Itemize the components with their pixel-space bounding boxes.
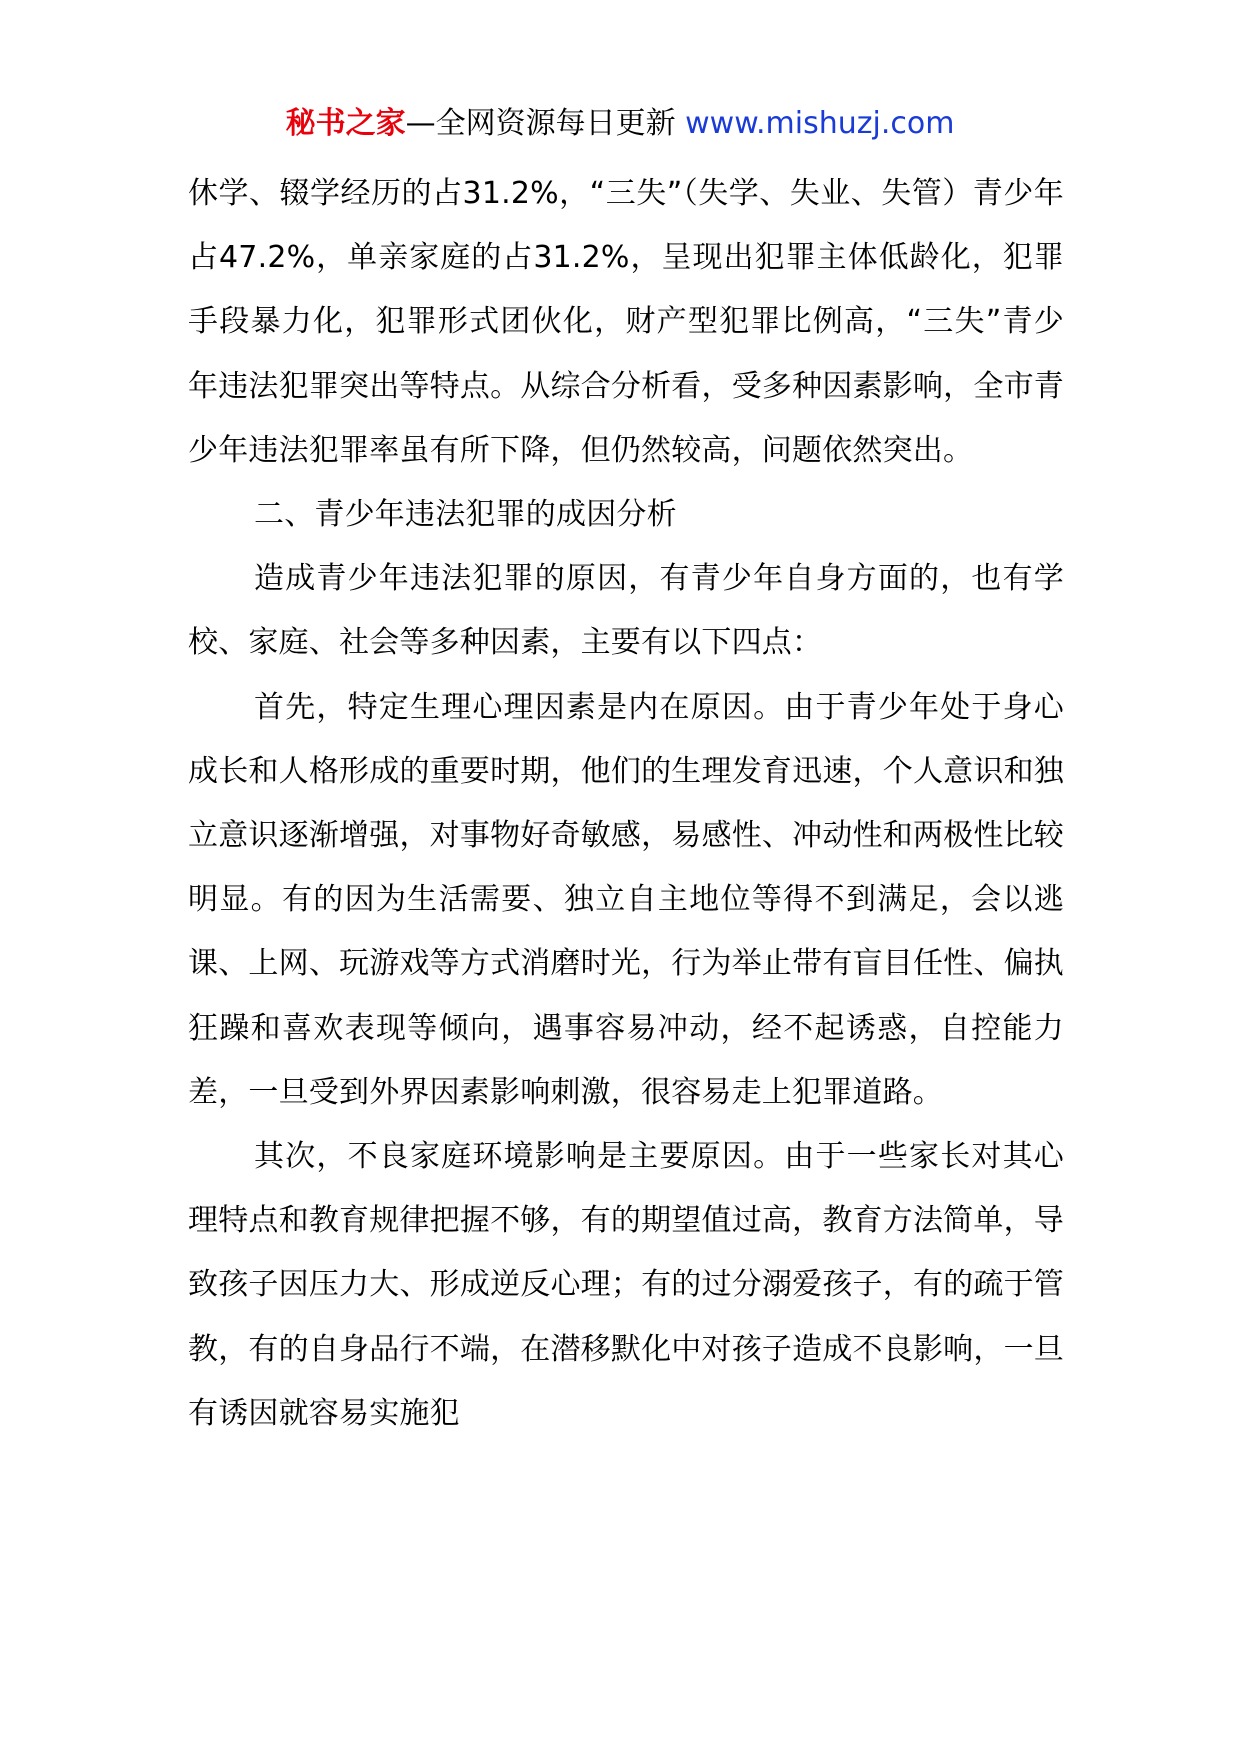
paragraph: 首先，特定生理心理因素是内在原因。由于青少年处于身心成长和人格形成的重要时期，他们的生理发育迅速，个人意识和独立意识逐渐增强，对事物好奇敏感，易感性、冲动性和两极性比较明显。有的因为生活需要、独立自主地位等得不到满足，会以逃课、上网、玩游戏等方式消磨时光，行为举止带有盲目任性、偏执狂躁和喜欢表现等倾向，遇事容易冲动，经不起诱惑，自控能力差，一旦受到外界因素影响刺激，很容易走上犯罪道路。 xyxy=(188,689,1064,1110)
paragraph: 造成青少年违法犯罪的原因，有青少年自身方面的，也有学校、家庭、社会等多种因素，主要有以下四点： xyxy=(188,561,1064,661)
section-heading: 二、青少年违法犯罪的成因分析 xyxy=(254,497,677,533)
header-tagline: —全网资源每日更新 xyxy=(405,106,676,141)
paragraph-continued: 休学、辍学经历的占31.2%，“三失”（失学、失业、失管）青少年占47.2%，单亲家庭的占31.2%，呈现出犯罪主体低龄化，犯罪手段暴力化，犯罪形式团伙化，财产型犯罪比例高，“三失”青少年违法犯罪突出等特点。从综合分析看，受多种因素影响，全市青少年违法犯罪率虽有所下降，但仍然较高，问题依然突出。 xyxy=(188,176,1064,468)
header-brand: 秘书之家 xyxy=(285,106,406,141)
page-header xyxy=(0,100,1240,148)
header-site-link[interactable]: www.mishuzj.com xyxy=(685,106,955,141)
paragraph: 其次，不良家庭环境影响是主要原因。由于一些家长对其心理特点和教育规律把握不够，有的期望值过高，教育方法简单，导致孩子因压力大、形成逆反心理；有的过分溺爱孩子，有的疏于管教，有的自身品行不端，在潜移默化中对孩子造成不良影响，一旦有诱因就容易实施犯 xyxy=(188,1139,1064,1431)
document-body xyxy=(188,162,1064,1446)
